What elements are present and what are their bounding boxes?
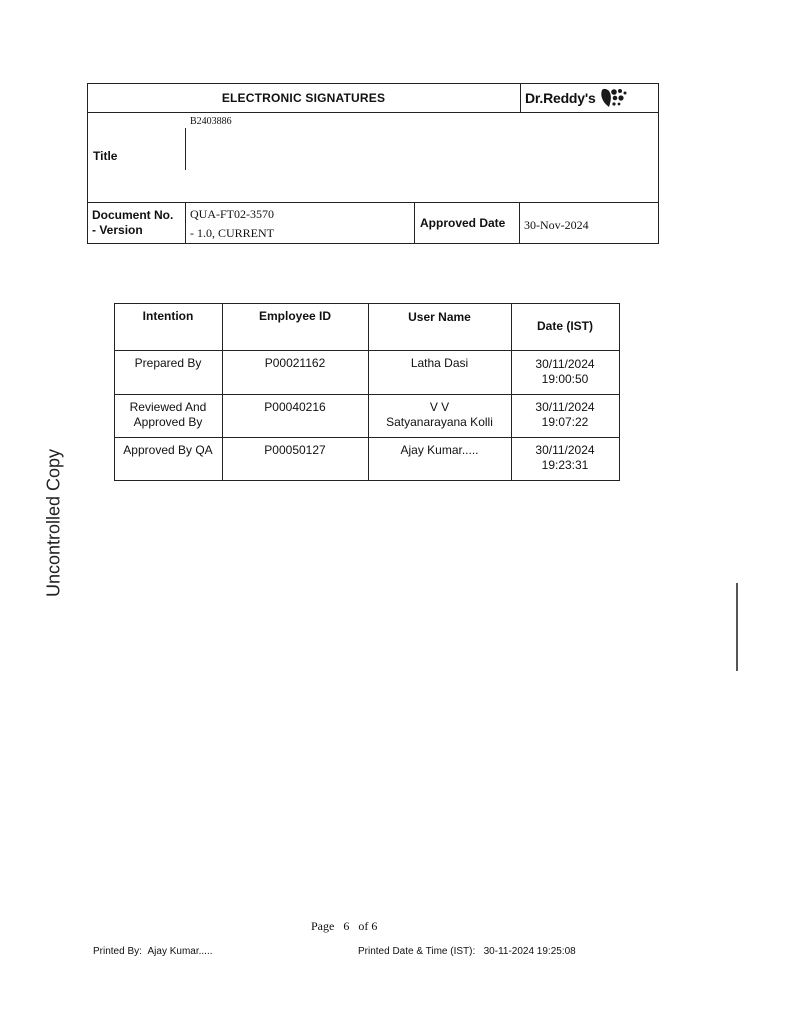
signatures-table [114,303,620,481]
column-header-employee-id: Employee ID [258,309,332,323]
table-row-3-user-name: Ajay Kumar..... [400,443,479,457]
table-row-1-user-name: Latha Dasi [410,356,469,370]
approved-date-label: Approved Date [420,216,506,230]
title-label: Title [93,149,118,163]
uncontrolled-copy-watermark: Uncontrolled Copy [43,448,64,598]
table-row-1-date: 30/11/2024 19:00:50 [535,357,595,386]
column-header-user-name: User Name [408,310,471,324]
table-row-2-date: 30/11/2024 19:07:22 [535,400,595,429]
header-box [87,83,659,244]
table-row-1-intention: Prepared By [134,356,202,370]
approved-date-value: 30-Nov-2024 [524,218,589,232]
document-number-value: QUA-FT02-3570 [190,207,274,221]
column-header-date: Date (IST) [536,319,593,333]
table-row-2-employee-id: P00040216 [264,400,326,414]
printed-by: Printed By: Ajay Kumar..... [93,946,213,957]
table-row-2-intention: Reviewed And Approved By [129,400,207,429]
document-heading: ELECTRONIC SIGNATURES [221,90,386,105]
table-row-2-user-name: V V Satyanarayana Kolli [386,400,493,429]
table-row-3-employee-id: P00050127 [264,443,326,457]
table-row-3-intention: Approved By QA [123,443,213,457]
document-number-label: Document No. - Version [92,208,174,237]
printed-date-time: Printed Date & Time (IST): 30-11-2024 19:25:08 [358,946,576,957]
column-header-intention: Intention [142,309,194,323]
table-row-3-date: 30/11/2024 19:23:31 [535,443,595,472]
margin-line [736,583,738,671]
logo-mark-icon [599,87,629,109]
logo-text: Dr.Reddy's [525,89,596,106]
company-logo [525,83,659,112]
version-value: - 1.0, CURRENT [190,226,274,240]
document-code: B2403886 [190,116,232,127]
page-number: Page 6 of 6 [311,919,378,933]
table-row-1-employee-id: P00021162 [264,356,326,370]
